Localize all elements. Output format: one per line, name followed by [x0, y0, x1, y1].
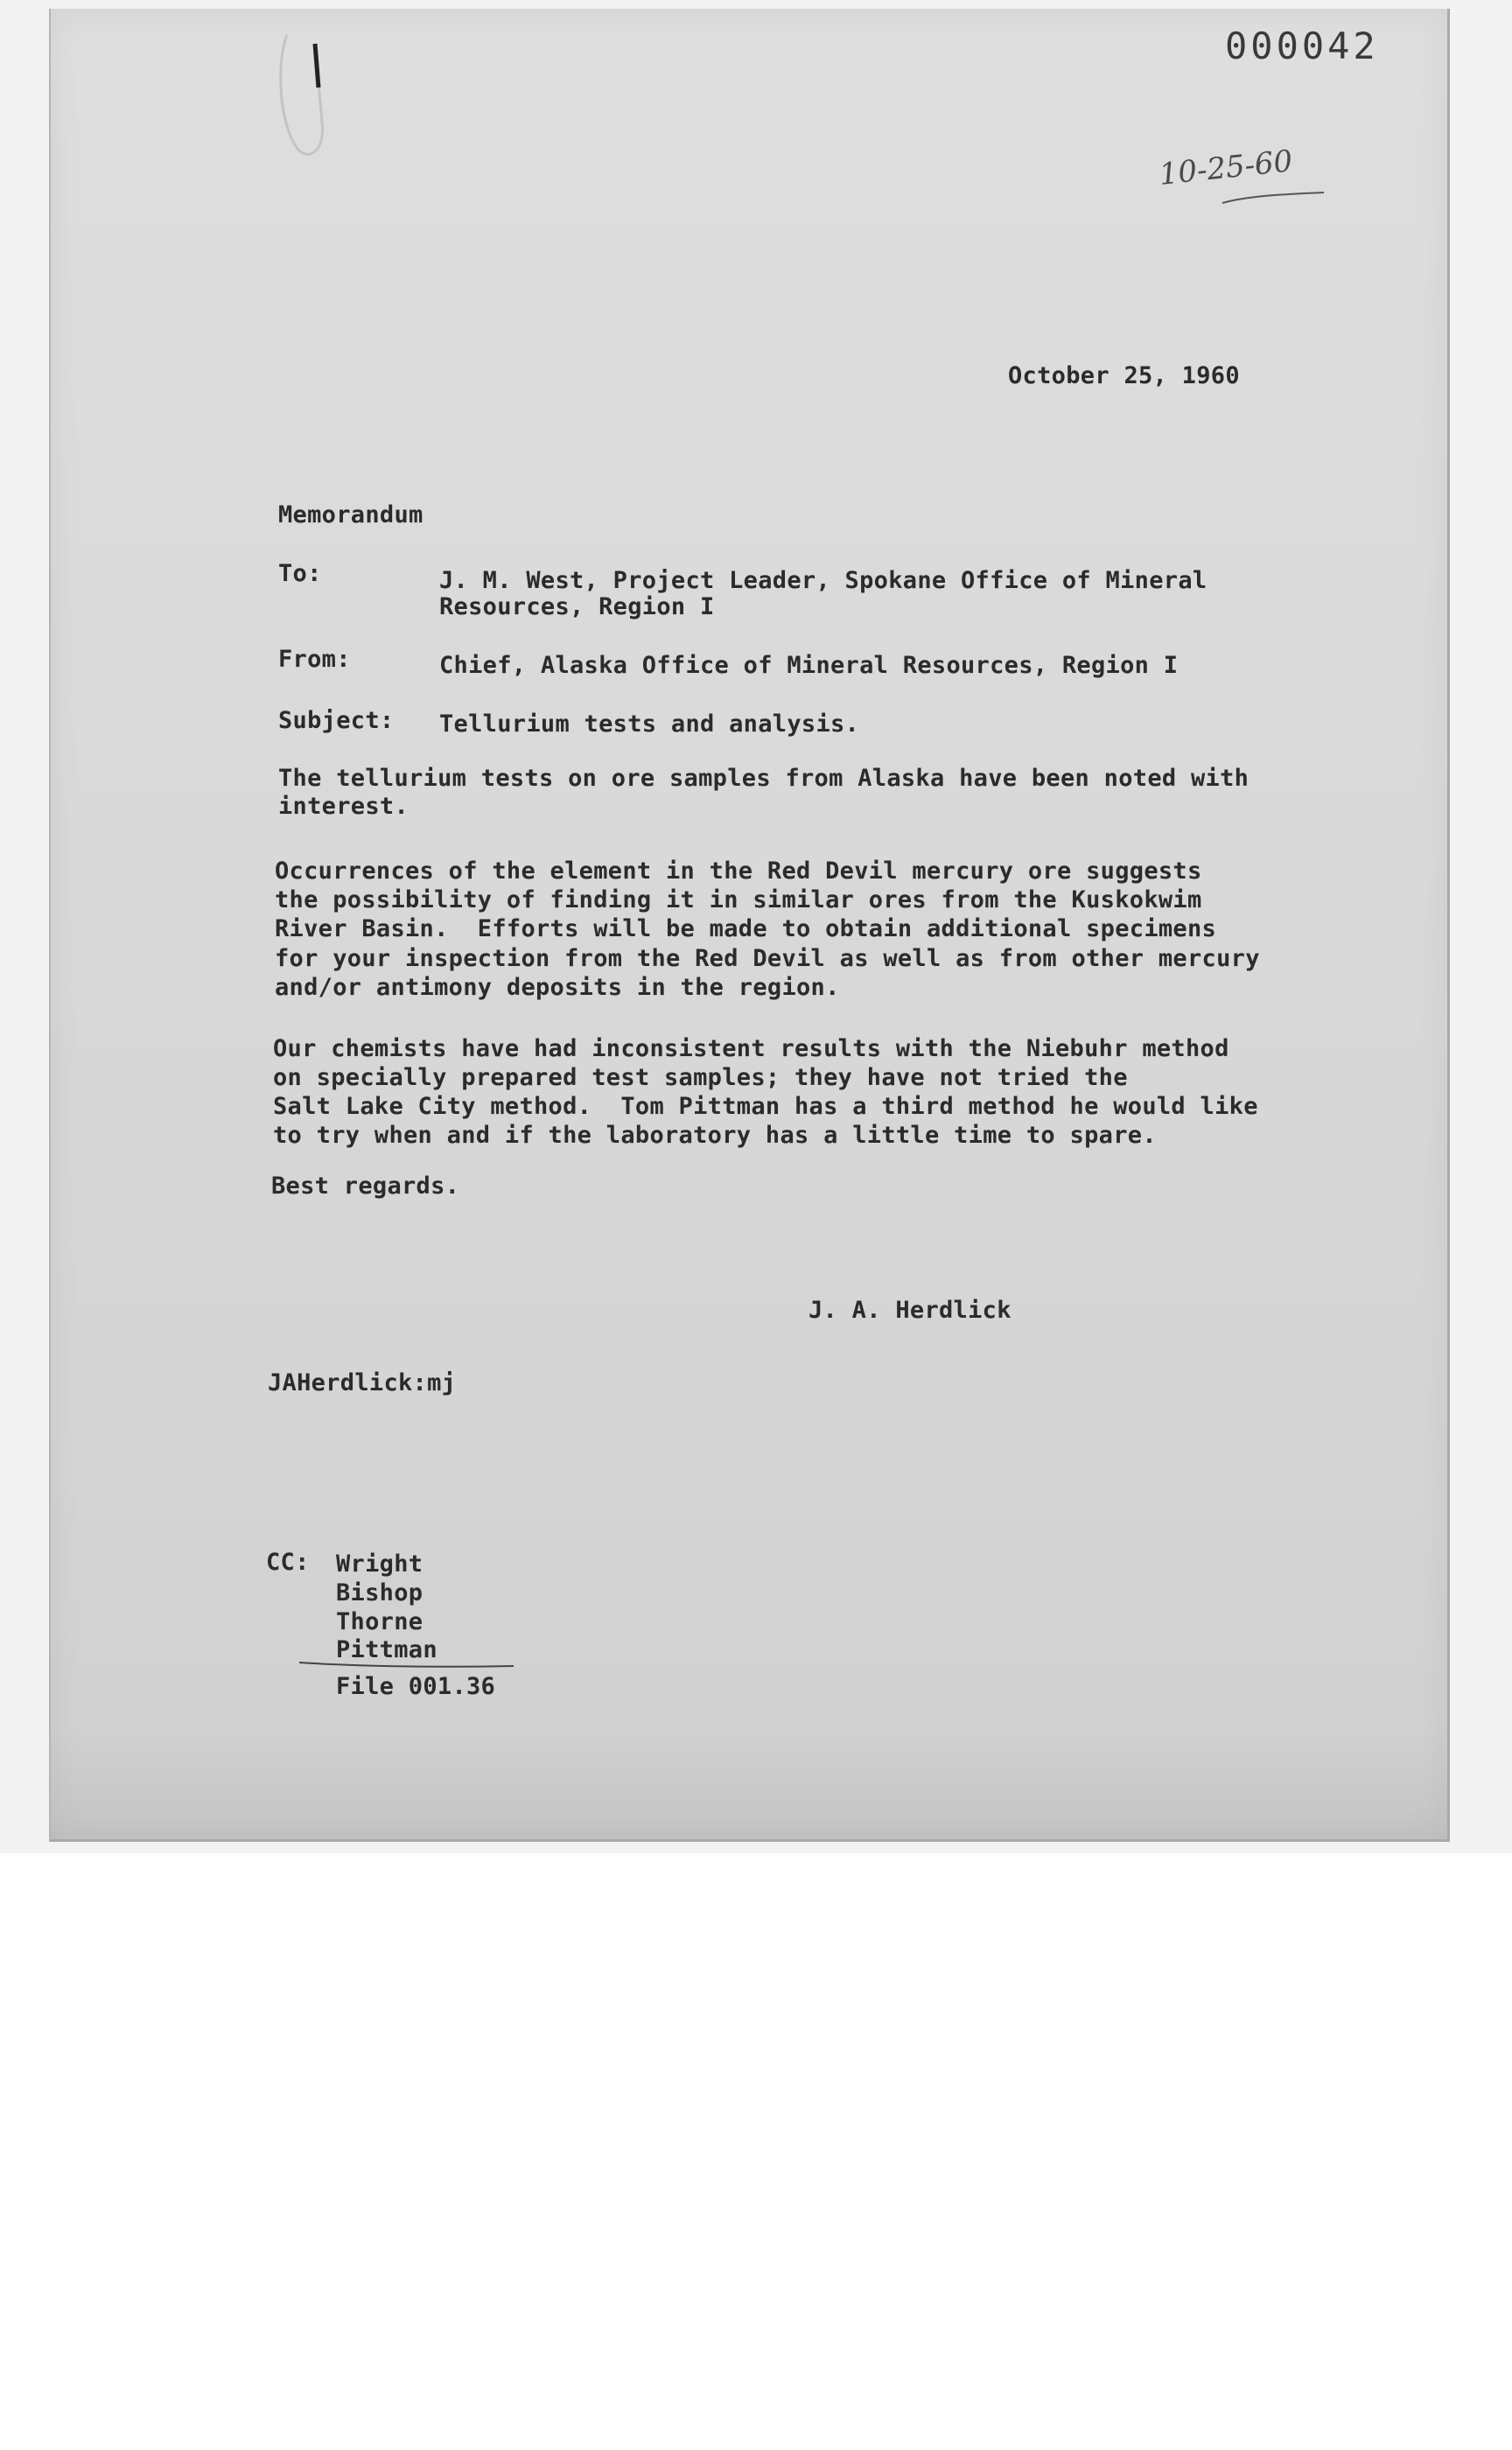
to-line-1: J. M. West, Project Leader, Spokane Office of Mineral [439, 567, 1208, 594]
paragraph-2-line-4: for your inspection from the Red Devil as well as from other mercury [275, 945, 1260, 972]
cc-name: Wright [336, 1550, 424, 1578]
paragraph-2-line-5: and/or antimony deposits in the region. [275, 974, 840, 1001]
from-value: Chief, Alaska Office of Mineral Resources, Region I [439, 652, 1179, 679]
cc-name: Pittman [336, 1636, 438, 1663]
cc-name: Bishop [336, 1579, 424, 1606]
paragraph-3-line-1: Our chemists have had inconsistent results with the Niebuhr method [273, 1035, 1229, 1062]
paragraph-1-line-2: interest. [278, 793, 409, 820]
paragraph-3-line-3: Salt Lake City method. Tom Pittman has a third method he would like [273, 1093, 1258, 1120]
paperclip-icon [271, 26, 341, 166]
paragraph-2-line-1: Occurrences of the element in the Red Devil mercury ore suggests [275, 858, 1202, 885]
handwritten-rule [299, 1659, 514, 1671]
memo-date: October 25, 1960 [1008, 362, 1240, 389]
closing: Best regards. [271, 1172, 460, 1200]
subject-value: Tellurium tests and analysis. [439, 710, 860, 738]
paragraph-3-line-2: on specially prepared test samples; they have not tried the [273, 1064, 1128, 1091]
paragraph-2-line-3: River Basin. Efforts will be made to obtain additional specimens [275, 915, 1217, 942]
to-line-2: Resources, Region I [439, 593, 715, 620]
file-reference: File 001.36 [336, 1673, 496, 1700]
cc-label: CC: [266, 1549, 310, 1576]
paragraph-3-line-4: to try when and if the laboratory has a little time to spare. [273, 1122, 1157, 1149]
paragraph-2-line-2: the possibility of finding it in similar ores from the Kuskokwim [275, 886, 1202, 914]
paragraph-1-line-1: The tellurium tests on ore samples from Alaska have been noted with [278, 765, 1250, 792]
memo-heading: Memorandum [278, 501, 424, 528]
cc-name: Thorne [336, 1608, 424, 1635]
signature-name: J. A. Herdlick [808, 1297, 1012, 1324]
handwritten-date: 10-25-60 [1157, 144, 1295, 192]
typist-initials: JAHerdlick:mj [268, 1369, 457, 1396]
from-label: From: [278, 646, 351, 673]
document-number: 000042 [1225, 24, 1379, 67]
to-label: To: [278, 560, 322, 587]
subject-label: Subject: [278, 707, 395, 734]
page-shadow-band [51, 1726, 1447, 1839]
handwritten-underline [1221, 191, 1326, 208]
